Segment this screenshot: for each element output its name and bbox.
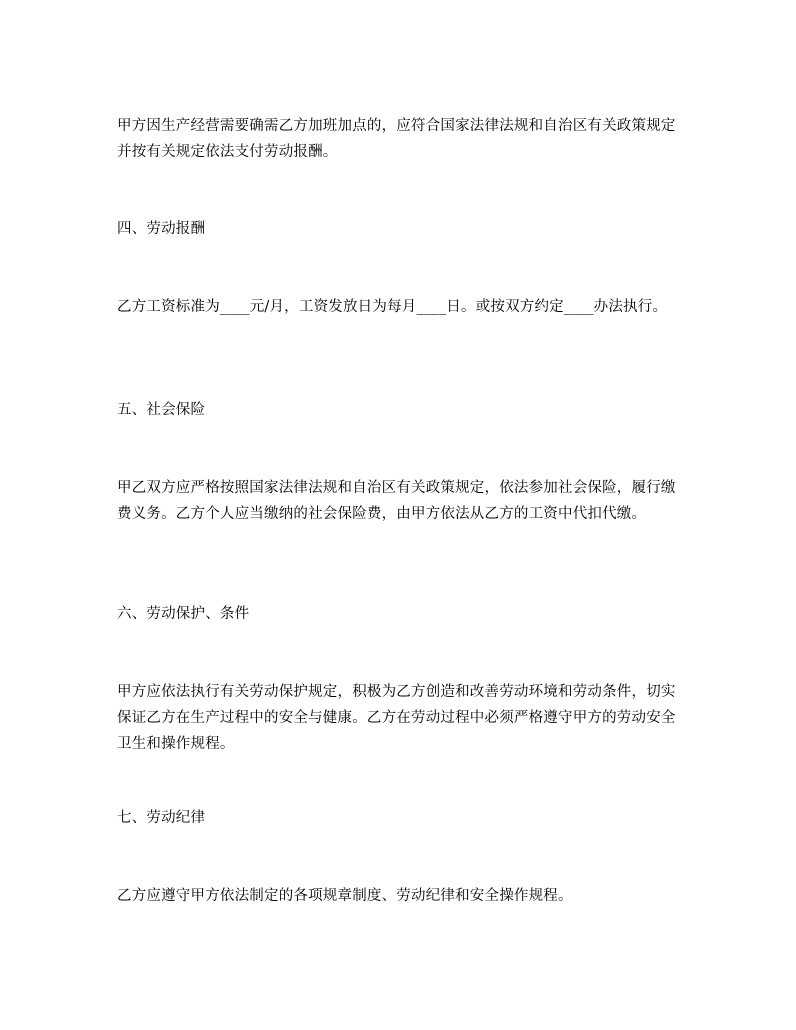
heading-labor-remuneration: 四、劳动报酬 xyxy=(117,221,206,237)
paragraph-labor-discipline: 乙方应遵守甲方依法制定的各项规章制度、劳动纪律和安全操作规程。 xyxy=(117,888,573,904)
paragraph-labor-protection: 甲方应依法执行有关劳动保护规定，积极为乙方创造和改善劳动环境和劳动条件，切实保证乙方在生产过程中的安全与健康。乙方在劳动过程中必须严格遵守甲方的劳动安全卫生和操作规程。 xyxy=(117,684,676,752)
heading-labor-discipline: 七、劳动纪律 xyxy=(117,810,206,826)
paragraph-social-insurance: 甲乙双方应严格按照国家法律法规和自治区有关政策规定，依法参加社会保险，履行缴费义务。乙方个人应当缴纳的社会保险费，由甲方依法从乙方的工资中代扣代缴。 xyxy=(117,480,676,522)
paragraph-overtime: 甲方因生产经营需要确需乙方加班加点的，应符合国家法律法规和自治区有关政策规定并按有关规定依法支付劳动报酬。 xyxy=(117,118,676,160)
paragraph-wage-standard: 乙方工资标准为____元/月，工资发放日为每月____日。或按双方约定____办法执行。 xyxy=(117,299,668,315)
heading-labor-protection: 六、劳动保护、条件 xyxy=(117,606,250,622)
heading-social-insurance: 五、社会保险 xyxy=(117,402,206,418)
